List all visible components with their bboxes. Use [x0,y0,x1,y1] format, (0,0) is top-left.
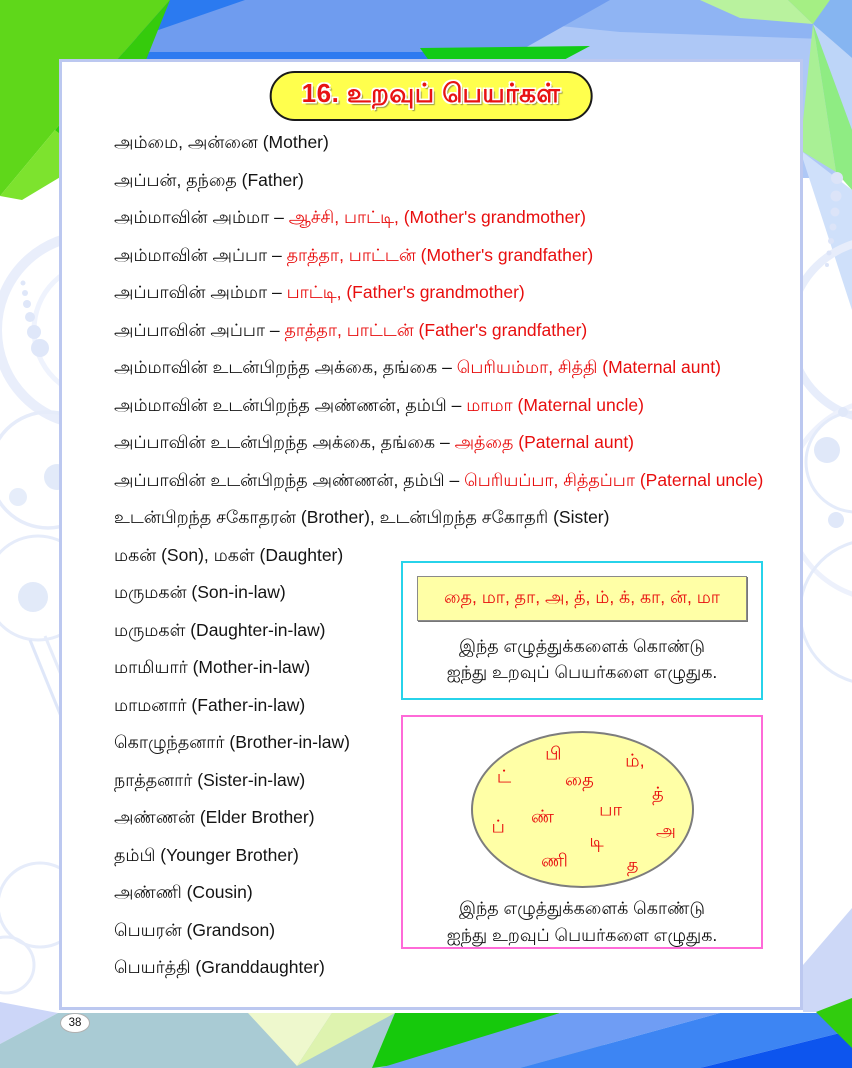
ellipse-letter: த் [651,783,664,804]
ellipse-letter: பி [545,743,562,764]
ellipse-letter: ட் [496,766,512,787]
word-list-row [114,237,804,275]
term-tamil-black: அப்பாவின் உடன்பிறந்த அண்ணன், தம்பி – [114,469,465,490]
word-list-row [114,349,804,387]
term-tamil-red: தாத்தா, பாட்டன் (Mother's grandfather) [286,244,594,265]
word-list-row [114,949,804,987]
instruction-line-2: ஐந்து உறவுப் பெயர்களை எழுதுக. [446,662,718,682]
term-tamil-black: அப்பாவின் அப்பா – [114,319,285,340]
term-tamil-black: அம்மாவின் உடன்பிறந்த அக்கை, தங்கை – [114,357,457,377]
word-list-row [114,274,804,312]
word-list-row [114,124,804,162]
page-title: 16. உறவுப் பெயர்கள் [301,78,561,108]
ellipse-letter: ம், [625,750,645,771]
term-tamil-black: மகன் (Son), மகள் (Daughter) [114,544,344,565]
term-tamil-black: அண்ணன் (Elder Brother) [114,807,315,827]
title-pill [270,71,593,121]
letters-exercise-box [401,561,763,700]
term-tamil-black: பெயர்த்தி (Granddaughter) [114,957,325,977]
term-tamil-red: மாமா (Maternal uncle) [466,394,644,415]
instruction-line-1: இந்த எழுத்துக்களைக் கொண்டு [458,898,706,918]
term-tamil-red: பெரியம்மா, சித்தி (Maternal aunt) [456,357,721,377]
term-tamil-black: தம்பி (Younger Brother) [114,844,299,865]
letters-box-instructions [403,633,761,685]
ellipse-exercise-box [401,715,763,949]
ellipse-letter: தை [565,769,594,790]
ellipse-box-instructions [403,895,761,949]
term-tamil-black: அம்மை, அன்னை (Mother) [114,132,329,152]
ellipse-letter: ப் [491,816,505,837]
ellipse-letter: பா [599,799,622,820]
term-tamil-black: அம்மாவின் அம்மா – [114,207,289,227]
term-tamil-black: மாமனார் (Father-in-law) [114,694,306,715]
ellipse-letter: ண் [530,806,554,827]
page-number: 38 [68,1017,82,1029]
term-tamil-red: பாட்டி, (Father's grandmother) [286,282,525,302]
term-tamil-black: அம்மாவின் உடன்பிறந்த அண்ணன், தம்பி – [114,394,467,415]
instruction-line-1: இந்த எழுத்துக்களைக் கொண்டு [458,636,706,656]
word-list-row [114,199,804,237]
term-tamil-black: நாத்தனார் (Sister-in-law) [114,769,306,790]
ellipse-letter: அ [655,820,676,841]
term-tamil-black: உடன்பிறந்த சகோதரன் (Brother), உடன்பிறந்த சகோதரி (Sister) [114,507,610,527]
term-tamil-black: அப்பாவின் அம்மா – [114,282,287,302]
term-tamil-red: அத்தை (Paternal aunt) [454,432,635,452]
term-tamil-black: கொழுந்தனார் (Brother-in-law) [114,732,350,752]
ellipse-letter: டி [589,830,604,851]
term-tamil-black: அண்ணி (Cousin) [114,882,253,902]
word-list-row [114,312,804,350]
word-list-row [114,462,804,500]
page-number-badge [60,1013,90,1033]
word-list-row [114,499,804,537]
word-list-row [114,162,804,200]
term-tamil-red: ஆச்சி, பாட்டி, (Mother's grandmother) [288,207,587,227]
term-tamil-red: பெரியப்பா, சித்தப்பா (Paternal uncle) [464,469,764,490]
term-tamil-black: அம்மாவின் அப்பா – [114,244,287,265]
ellipse-letter: ணி [541,850,568,871]
ellipse-letter: த [626,854,639,875]
word-list-row [114,387,804,425]
term-tamil-black: மருமகன் (Son-in-law) [114,582,286,602]
letters-strip: தை, மா, தா, அ, த், ம், க், கா, ன், மா [417,576,747,621]
content-panel [59,59,803,1010]
instruction-line-2: ஐந்து உறவுப் பெயர்களை எழுதுக. [446,925,718,945]
term-tamil-black: அப்பன், தந்தை (Father) [114,169,304,190]
term-tamil-black: பெயரன் (Grandson) [114,919,276,940]
term-tamil-red: தாத்தா, பாட்டன் (Father's grandfather) [284,319,588,340]
term-tamil-black: மாமியார் (Mother-in-law) [114,657,311,677]
term-tamil-black: அப்பாவின் உடன்பிறந்த அக்கை, தங்கை – [114,432,455,452]
word-list-row [114,424,804,462]
term-tamil-black: மருமகள் (Daughter-in-law) [114,619,326,640]
letters-ellipse [471,731,694,888]
